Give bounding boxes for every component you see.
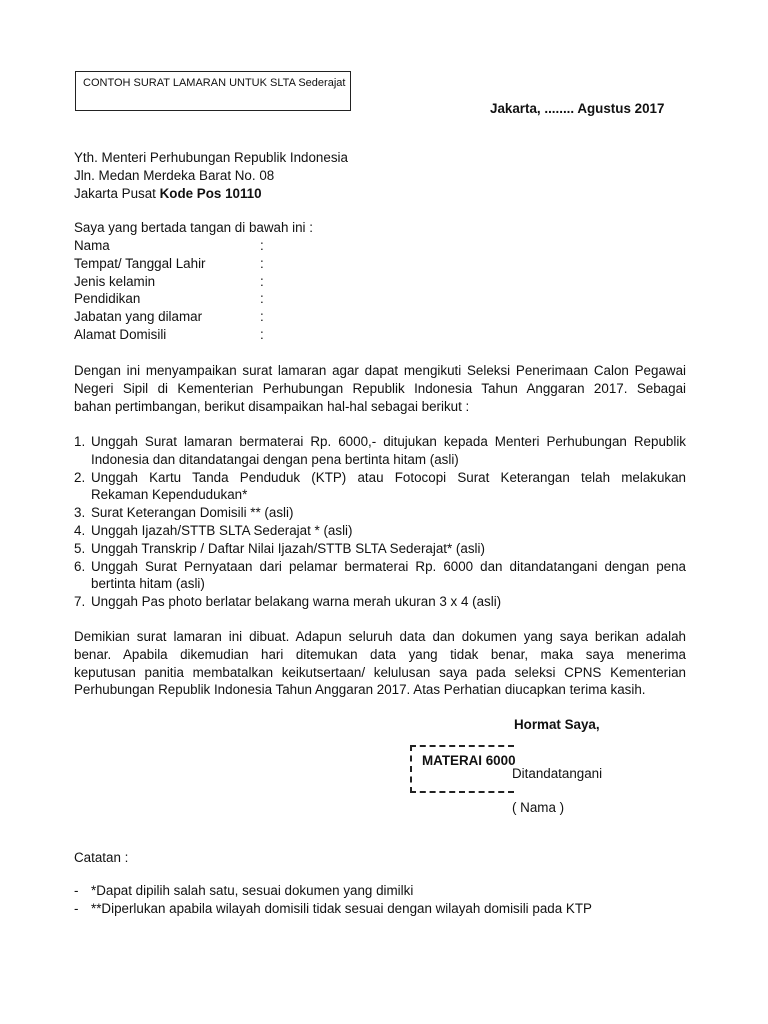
notes-list <box>74 882 592 918</box>
field-label: Pendidikan <box>74 291 141 307</box>
list-item <box>74 469 686 505</box>
paragraph-line: Perhubungan Republik Indonesia Tahun Anggaran 2017. Atas Perhatian diucapkan terima kasih. <box>74 682 646 698</box>
list-item <box>74 522 686 540</box>
opening-paragraph <box>74 362 686 415</box>
list-number: 5. <box>74 540 86 556</box>
paragraph-line: Dengan ini menyampaikan surat lamaran agar dapat mengikuti Seleksi Penerimaan Calon Pegawai <box>74 363 686 378</box>
paragraph-line: keputusan panitia membatalkan keikutsertaan/ kelulusan saya pada seleksi CPNS Kementerian <box>74 664 686 680</box>
list-item <box>74 593 686 611</box>
note-dash: - <box>74 900 79 916</box>
closing-salutation: Hormat Saya, <box>514 717 600 732</box>
list-item <box>74 433 686 469</box>
note-text: *Dapat dipilih salah satu, sesuai dokumen yang dimilki <box>91 883 414 898</box>
field-colon: : <box>260 326 264 342</box>
note-text: **Diperlukan apabila wilayah domisili tidak sesuai dengan wilayah domisili pada KTP <box>91 900 592 916</box>
list-item <box>74 540 686 558</box>
list-number: 1. <box>74 434 86 449</box>
list-item-line: Unggah Transkrip / Daftar Nilai Ijazah/STTB SLTA Sederajat* (asli) <box>91 540 485 556</box>
signature-label: Ditandatangani <box>512 766 603 781</box>
list-item-line: Rekaman Kependudukan* <box>91 487 248 503</box>
paragraph-line: Demikian surat lamaran ini dibuat. Adapun seluruh data dan dokumen yang saya berikan adalah <box>74 629 686 644</box>
applicant-fields <box>74 237 374 344</box>
list-item <box>74 558 686 594</box>
list-number: 7. <box>74 594 86 610</box>
closing-paragraph <box>74 628 686 699</box>
field-label: Nama <box>74 238 110 253</box>
field-label: Tempat/ Tanggal Lahir <box>74 255 206 271</box>
list-item-line: Surat Keterangan Domisili ** (asli) <box>91 505 294 521</box>
field-colon: : <box>260 238 264 253</box>
field-colon: : <box>260 255 264 271</box>
field-colon: : <box>260 309 264 325</box>
list-item-line: Unggah Ijazah/STTB SLTA Sederajat * (asli) <box>91 522 353 538</box>
name-placeholder: ( Nama ) <box>512 800 565 815</box>
paragraph-line: bahan pertimbangan, berikut disampaikan hal-hal sebagai berikut : <box>74 398 470 414</box>
paragraph-line: Negeri Sipil di Kementerian Perhubungan Republik Indonesia Tahun Anggaran 2017. Sebagai <box>74 380 686 396</box>
list-item-line: Indonesia dan ditandatangai dengan pena bertinta hitam (asli) <box>91 451 459 467</box>
recipient-line-2: Jln. Medan Merdeka Barat No. 08 <box>74 167 275 183</box>
stamp-label: MATERAI 6000 <box>422 753 516 768</box>
note-dash: - <box>74 883 79 898</box>
requirements-list <box>74 433 686 611</box>
list-item-line: Unggah Kartu Tanda Penduduk (KTP) atau Fotocopi Surat Keterangan telah melakukan <box>91 469 686 485</box>
field-row <box>74 273 374 291</box>
list-item-line: Unggah Surat Pernyataan dari pelamar bermaterai Rp. 6000 dan ditandatangani dengan pena <box>91 558 686 574</box>
field-row <box>74 255 374 273</box>
recipient-city: Jakarta Pusat <box>74 185 160 201</box>
list-item-line: Unggah Surat lamaran bermaterai Rp. 6000,- ditujukan kepada Menteri Perhubungan Republik <box>91 434 686 449</box>
field-colon: : <box>260 273 264 289</box>
list-item-line: bertinta hitam (asli) <box>91 576 205 592</box>
field-row <box>74 237 374 255</box>
field-label: Jabatan yang dilamar <box>74 309 203 325</box>
intro-text: Saya yang bertada tangan di bawah ini : <box>74 220 313 235</box>
note-item <box>74 882 592 900</box>
list-item <box>74 504 686 522</box>
field-row <box>74 326 374 344</box>
list-number: 4. <box>74 522 86 538</box>
date-line: Jakarta, ........ Agustus 2017 <box>490 101 665 116</box>
field-row <box>74 290 374 308</box>
list-number: 2. <box>74 469 86 485</box>
recipient-line-1: Yth. Menteri Perhubungan Republik Indonesia <box>74 150 348 165</box>
paragraph-line: benar. Apabila dikemudian hari ditemukan data yang tidak benar, maka saya menerima <box>74 646 686 662</box>
recipient-line-3 <box>74 185 348 203</box>
field-label: Alamat Domisili <box>74 326 167 342</box>
recipient-address <box>74 149 348 202</box>
field-colon: : <box>260 291 264 307</box>
field-row <box>74 308 374 326</box>
list-number: 6. <box>74 558 86 574</box>
field-label: Jenis kelamin <box>74 273 156 289</box>
list-item-line: Unggah Pas photo berlatar belakang warna merah ukuran 3 x 4 (asli) <box>91 594 502 610</box>
recipient-postal-code: Kode Pos 10110 <box>159 185 262 201</box>
header-label: CONTOH SURAT LAMARAN UNTUK SLTA Sederajat <box>83 77 346 89</box>
list-number: 3. <box>74 505 86 521</box>
notes-title: Catatan : <box>74 850 129 865</box>
note-item <box>74 900 592 918</box>
